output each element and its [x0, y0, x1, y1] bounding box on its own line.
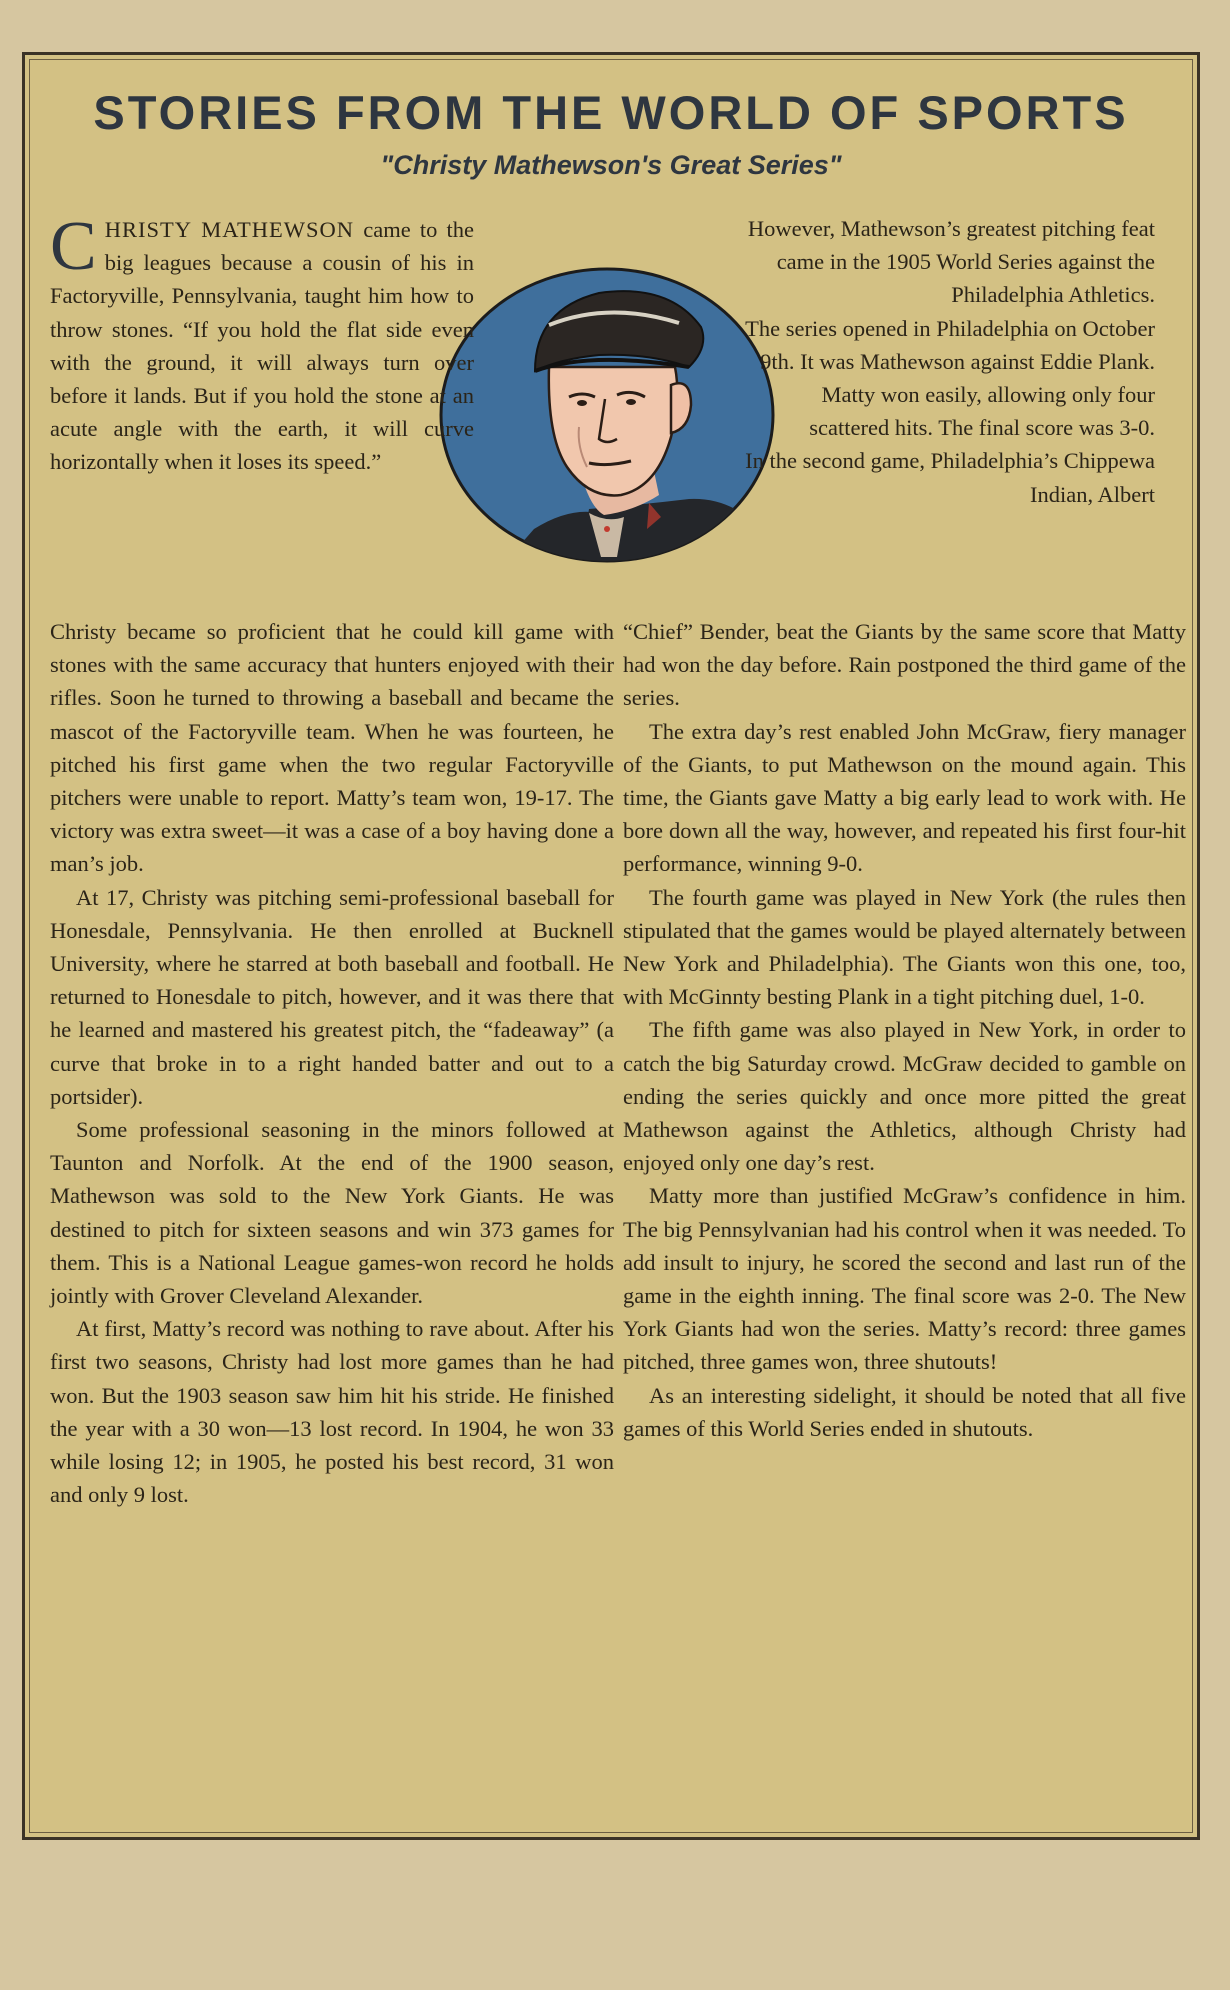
right-column [623, 615, 1186, 1445]
paragraph: The fourth game was played in New York (the rules then stipulated that the games would be played alternately between New York and Philadelphia). The Giants won this one, too, with McGinnty besting Plank in a tight pitching duel, 1-0. [623, 884, 1186, 1010]
paragraph: The fifth game was also played in New York, in order to catch the big Saturday crowd. McGraw decided to gamble on ending the series quickly and once more pitted the great Mathewson against the Athletics, although Christy had enjoyed only one day’s rest. [623, 1017, 1186, 1176]
paragraph: However, Mathewson’s greatest pitching feat came in the 1905 World Series against the Philadelphia Athletics. [747, 216, 1155, 308]
lead-body: came to the big leagues because a cousin of his in Factoryville, Pennsylvania, taught him how to throw stones. “If you hold the flat side even with the ground, it will always turn over before it lands. But if you hold the stone at an acute angle with the earth, it will curve horizontally when it loses its speed.” [50, 217, 475, 475]
paragraph: “Chief” Bender, beat the Giants by the same score that Matty had won the day before. Rain postponed the third game of the series. [623, 619, 1186, 711]
lead-text [50, 208, 475, 479]
mathewson-portrait-illustration [439, 267, 779, 569]
paragraph: In the second game, Philadelphia’s Chippewa Indian, Albert [745, 448, 1155, 507]
lead-caps: HRISTY MATHEWSON [104, 217, 355, 242]
story-panel [22, 52, 1200, 1840]
paragraph: As an interesting sidelight, it should be noted that all five games of this World Series ended in shutouts. [623, 1382, 1186, 1441]
paragraph: At first, Matty’s record was nothing to rave about. After his first two seasons, Christy had lost more games than he had won. But the 1903 season saw him hit his stride. He finished the year with a 30 won—13 lost record. In 1904, he won 33 while losing 12; in 1905, he posted his best record, 31 won and only 9 lost. [50, 1316, 614, 1508]
paragraph: The series opened in Philadelphia on October 9th. It was Mathewson against Eddie Plank. Matty won easily, allowing only four scattered hits. The final score was 3-0. [745, 315, 1155, 441]
paragraph: Some professional seasoning in the minors followed at Taunton and Norfolk. At the end of the 1900 season, Mathewson was sold to the New York Giants. He was destined to pitch for sixteen seasons and win 373 games for them. This is a National League games-won record he holds jointly with Grover Cleveland Alexander. [50, 1117, 614, 1309]
page-title: STORIES FROM THE WORLD OF SPORTS [93, 86, 1129, 139]
lead-paragraph [50, 208, 475, 479]
story-subtitle: "Christy Mathewson's Great Series" [380, 150, 842, 180]
right-column-top [737, 212, 1155, 511]
paragraph: At 17, Christy was pitching semi-professional baseball for Honesdale, Pennsylvania. He then enrolled at Bucknell University, where he starred at both baseball and football. He returned to Honesdale to pitch, however, and it was there that he learned and mastered his greatest pitch, the “fadeaway” (a curve that broke in to a right handed batter and out to a portsider). [50, 884, 614, 1109]
paragraph: Christy became so proficient that he could kill game with stones with the same accuracy that hunters enjoyed with their rifles. Soon he turned to throwing a baseball and became the mascot of the Factoryville team. When he was fourteen, he pitched his first game when the two regular Factoryville pitchers were unable to report. Matty’s team won, 19-17. The victory was extra sweet—it was a case of a boy having done a man’s job. [50, 619, 614, 877]
drop-cap: C [50, 208, 97, 285]
paragraph: Matty more than justified McGraw’s confidence in him. The big Pennsylvanian had his control when it was needed. To add insult to injury, he scored the second and last run of the game in the eighth inning. The final score was 2-0. The New York Giants had won the series. Matty’s record: three games pitched, three games won, three shutouts! [623, 1183, 1186, 1375]
left-column [50, 615, 614, 1511]
paragraph: The extra day’s rest enabled John McGraw, fiery manager of the Giants, to put Mathewson on the mound again. This time, the Giants gave Matty a big early lead to work with. He bore down all the way, however, and repeated his first four-hit performance, winning 9-0. [623, 718, 1186, 877]
